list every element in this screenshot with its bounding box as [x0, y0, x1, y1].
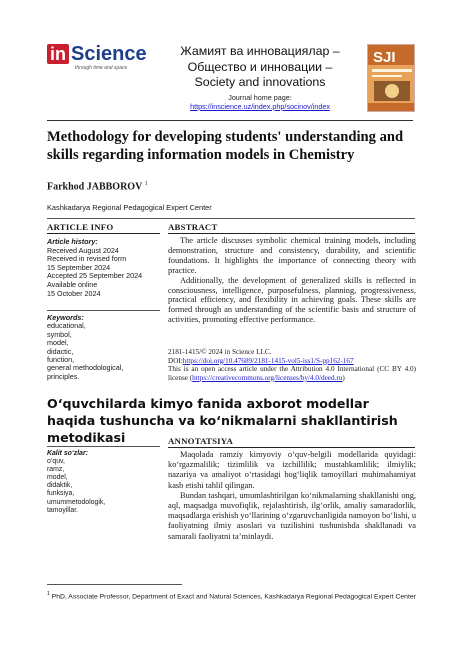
annotatsiya-heading: ANNOTATSIYA [168, 436, 234, 446]
kalit-item: ramz, [47, 466, 65, 474]
issn-copyright: 2181-1415/© 2024 in Science LLC. [168, 348, 272, 356]
keyword-item: didactic, [47, 346, 74, 356]
annotatsiya-rule [168, 447, 415, 448]
abstract-body [168, 236, 416, 325]
keyword-item: function, [47, 355, 75, 365]
history-line: Available online [47, 279, 98, 289]
license-text-end: ) [342, 373, 345, 382]
header-divider [47, 120, 413, 121]
author-affiliation: Kashkadarya Regional Pedagogical Expert Center [47, 203, 212, 212]
logo-science-text: Science [71, 43, 147, 65]
journal-home-link[interactable]: https://inscience.uz/index.php/socinov/index [190, 101, 330, 111]
history-line: Accepted 25 September 2024 [47, 271, 143, 281]
doi-label: DOI: [168, 356, 183, 365]
uzbek-title: O‘quvchilarda kimyo fanida axborot modellar haqida tushuncha va ko‘nikmalarni shakllantirish metodikasi [47, 396, 398, 445]
footnote-rule [47, 584, 182, 585]
journal-home-label: Journal home page: [228, 92, 292, 102]
journal-cover-image [367, 44, 415, 112]
article-history [47, 238, 162, 298]
keyword-item: principles. [47, 371, 80, 381]
keyword-item: general methodological, [47, 363, 124, 373]
journal-logo [47, 44, 147, 74]
history-line: Received August 2024 [47, 245, 119, 255]
journal-title-line-3: Society and innovations [194, 75, 326, 89]
logo-tagline: through time and space [75, 65, 128, 71]
journal-title-line-2: Общество и инновации – [187, 59, 333, 74]
keyword-item: symbol, [47, 329, 72, 339]
history-line: 15 October 2024 [47, 288, 101, 298]
kalit-item: o‘quv, [47, 458, 65, 466]
keywords-heading: Keywords: [47, 313, 84, 322]
author-line [47, 181, 148, 192]
abstract-rule [168, 233, 415, 234]
journal-title-line-1: Жамият ва инновациялар – [180, 44, 340, 58]
kalit-item: model, [47, 474, 68, 482]
history-line: 15 September 2024 [47, 262, 111, 272]
keyword-item: model, [47, 338, 69, 348]
journal-header [150, 44, 370, 111]
author-footnote [47, 590, 417, 601]
logo-in-text: in [47, 44, 69, 64]
section-top-rule [47, 218, 415, 219]
annotatsiya-paragraph-2: Bundan tashqari, umumlashtirilgan ko‘nikmalarning shakllanishi ong, aql, maqsadga muvofiqlik, rejalashtirish, ilg‘orlik, amaliy samaradorlik, maqsadlarga erishish yo‘llarining o‘zgaruvchanligida namoyon bo‘lishi, u faoliyatning ilmiy asoslari va tuzilishini tushunishda shakllanadi va samarali faoliyatni ta’minlaydi. [168, 490, 417, 541]
doi-link[interactable]: https://doi.org/10.47689/2181-1415-vol5-iss1/S-pp162-167 [182, 356, 354, 365]
keyword-item: educational, [47, 321, 86, 331]
article-meta [168, 348, 416, 382]
abstract-heading: ABSTRACT [168, 222, 218, 232]
keywords-rule [47, 310, 160, 311]
svg-text:SJI: SJI [373, 49, 396, 66]
kalit-rule [47, 446, 160, 447]
article-title: Methodology for developing students' understanding and skills regarding information models in Chemistry [47, 129, 404, 163]
kalit-item: didaktik, [47, 482, 73, 490]
kalit-heading: Kalit so‘zlar: [47, 450, 88, 457]
license-link[interactable]: https://creativecommons.org/licenses/by/4.0/deed.ru [192, 373, 343, 382]
kalit-item: tamoyillar. [47, 506, 79, 514]
author-name: Farkhod JABBOROV [47, 181, 143, 193]
doi-line [168, 357, 416, 366]
history-line: Received in revised form [47, 254, 127, 264]
footnote-text: PhD, Associate Professor, Department of Exact and Natural Sciences, Kashkadarya Regional Pedagogical Expert Center [51, 593, 416, 601]
keywords-block [47, 314, 162, 381]
license-line [168, 365, 416, 382]
kalit-sozlar-block [47, 450, 157, 515]
annotatsiya-body [168, 450, 416, 542]
history-heading: Article history: [47, 237, 98, 246]
annotatsiya-paragraph-1: Maqolada ramziy kimyoviy o‘quv-belgili modellarida quyidagi: ko‘rgazmalilik; tizimlilik va izchillilik; mustahkamlilik; ilmiylik; nazariya va amaliyot o‘rtasidagi bog‘liqlik tamoyillari muhimahamiyat kasb etishi tahlil qilingan. [168, 450, 416, 490]
kalit-item: umummetodologik, [47, 498, 106, 506]
license-text: This is an open access article under the Attribution 4.0 International (CC BY 4.0) license ( [168, 365, 416, 382]
footnote-marker: 1 [47, 591, 50, 597]
abstract-paragraph-2: Additionally, the development of generalized skills is reflected in consciousness, intelligence, purposefulness, planning, progressiveness, practical efficiency, and flexibility in achieving goals. These skills are formed through an understanding of the scientific basis and structure of activities, promoting effective performance. [168, 275, 416, 325]
kalit-item: funksiya, [47, 490, 75, 498]
author-footnote-marker: 1 [144, 181, 148, 187]
article-info-rule [47, 233, 160, 234]
abstract-paragraph-1: The article discusses symbolic chemical training models, including demonstration, structure and consistency, durability, and scientific foundations. It highlights the importance of connecting theory with practice. [168, 236, 416, 275]
article-info-heading: ARTICLE INFO [47, 222, 114, 232]
